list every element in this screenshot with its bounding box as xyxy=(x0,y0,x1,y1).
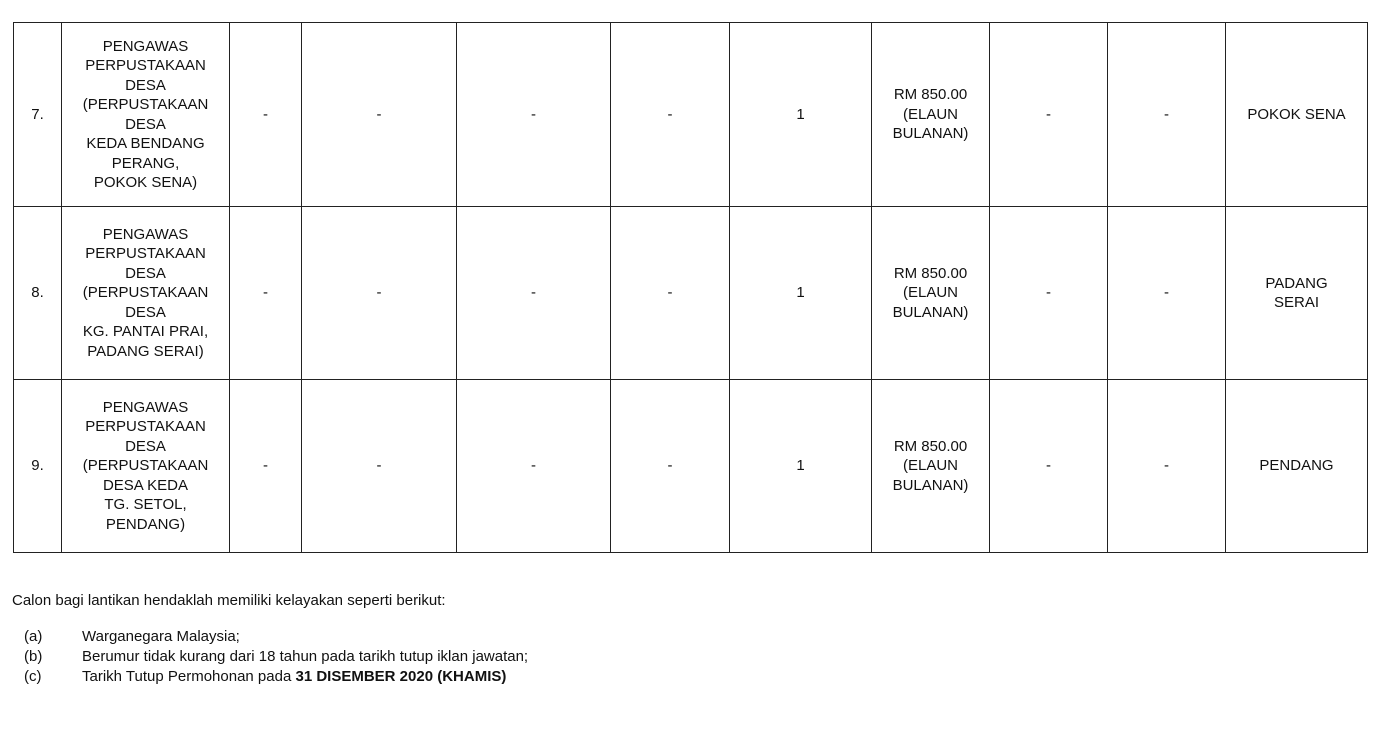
row-number: 7. xyxy=(14,23,62,207)
table-row xyxy=(14,380,1368,553)
table-cell: - xyxy=(990,207,1108,380)
row-number: 8. xyxy=(14,207,62,380)
table-cell: - xyxy=(230,23,302,207)
table-cell: - xyxy=(230,207,302,380)
list-item xyxy=(12,667,1352,687)
list-marker: (b) xyxy=(24,648,43,665)
position-name: PENGAWAS PERPUSTAKAAN DESA (PERPUSTAKAAN DESA KEDA BENDANG PERANG, POKOK SENA) xyxy=(62,23,230,207)
list-item-text: Berumur tidak kurang dari 18 tahun pada tarikh tutup iklan jawatan; xyxy=(82,648,529,665)
list-marker: (a) xyxy=(24,628,43,645)
list-marker: (c) xyxy=(24,668,42,685)
table-cell: - xyxy=(990,380,1108,553)
vacancy-count: 1 xyxy=(730,23,872,207)
row-number: 9. xyxy=(14,380,62,553)
salary-cell: RM 850.00 (ELAUN BULANAN) xyxy=(872,207,990,380)
closing-date: 31 DISEMBER 2020 (KHAMIS) xyxy=(295,668,507,685)
table-cell: - xyxy=(990,23,1108,207)
list-item xyxy=(12,647,1352,667)
table-cell: - xyxy=(302,23,457,207)
requirements-list xyxy=(12,627,1352,687)
table-cell: - xyxy=(1108,23,1226,207)
table-cell: - xyxy=(302,380,457,553)
location-cell: POKOK SENA xyxy=(1226,23,1368,207)
location-cell: PENDANG xyxy=(1226,380,1368,553)
vacancy-count: 1 xyxy=(730,380,872,553)
requirements-section xyxy=(12,591,1352,687)
list-item xyxy=(12,627,1352,647)
salary-cell: RM 850.00 (ELAUN BULANAN) xyxy=(872,380,990,553)
vacancy-table xyxy=(13,22,1368,553)
table-row xyxy=(14,207,1368,380)
table-cell: - xyxy=(611,23,730,207)
table-cell: - xyxy=(230,380,302,553)
table-cell: - xyxy=(302,207,457,380)
requirements-intro: Calon bagi lantikan hendaklah memiliki kelayakan seperti berikut: xyxy=(12,592,446,609)
list-item-text xyxy=(82,667,1352,687)
table-cell: - xyxy=(611,207,730,380)
table-cell: - xyxy=(1108,380,1226,553)
vacancy-count: 1 xyxy=(730,207,872,380)
salary-cell: RM 850.00 (ELAUN BULANAN) xyxy=(872,23,990,207)
table-cell: - xyxy=(457,23,611,207)
table-cell: - xyxy=(611,380,730,553)
table-cell: - xyxy=(457,207,611,380)
list-item-text: Warganegara Malaysia; xyxy=(82,628,240,645)
closing-date-label: Tarikh Tutup Permohonan pada xyxy=(82,668,296,685)
position-name: PENGAWAS PERPUSTAKAAN DESA (PERPUSTAKAAN DESA KEDA TG. SETOL, PENDANG) xyxy=(62,380,230,553)
location-cell: PADANG SERAI xyxy=(1226,207,1368,380)
table-row xyxy=(14,23,1368,207)
table-cell: - xyxy=(1108,207,1226,380)
table-cell: - xyxy=(457,380,611,553)
position-name: PENGAWAS PERPUSTAKAAN DESA (PERPUSTAKAAN DESA KG. PANTAI PRAI, PADANG SERAI) xyxy=(62,207,230,380)
